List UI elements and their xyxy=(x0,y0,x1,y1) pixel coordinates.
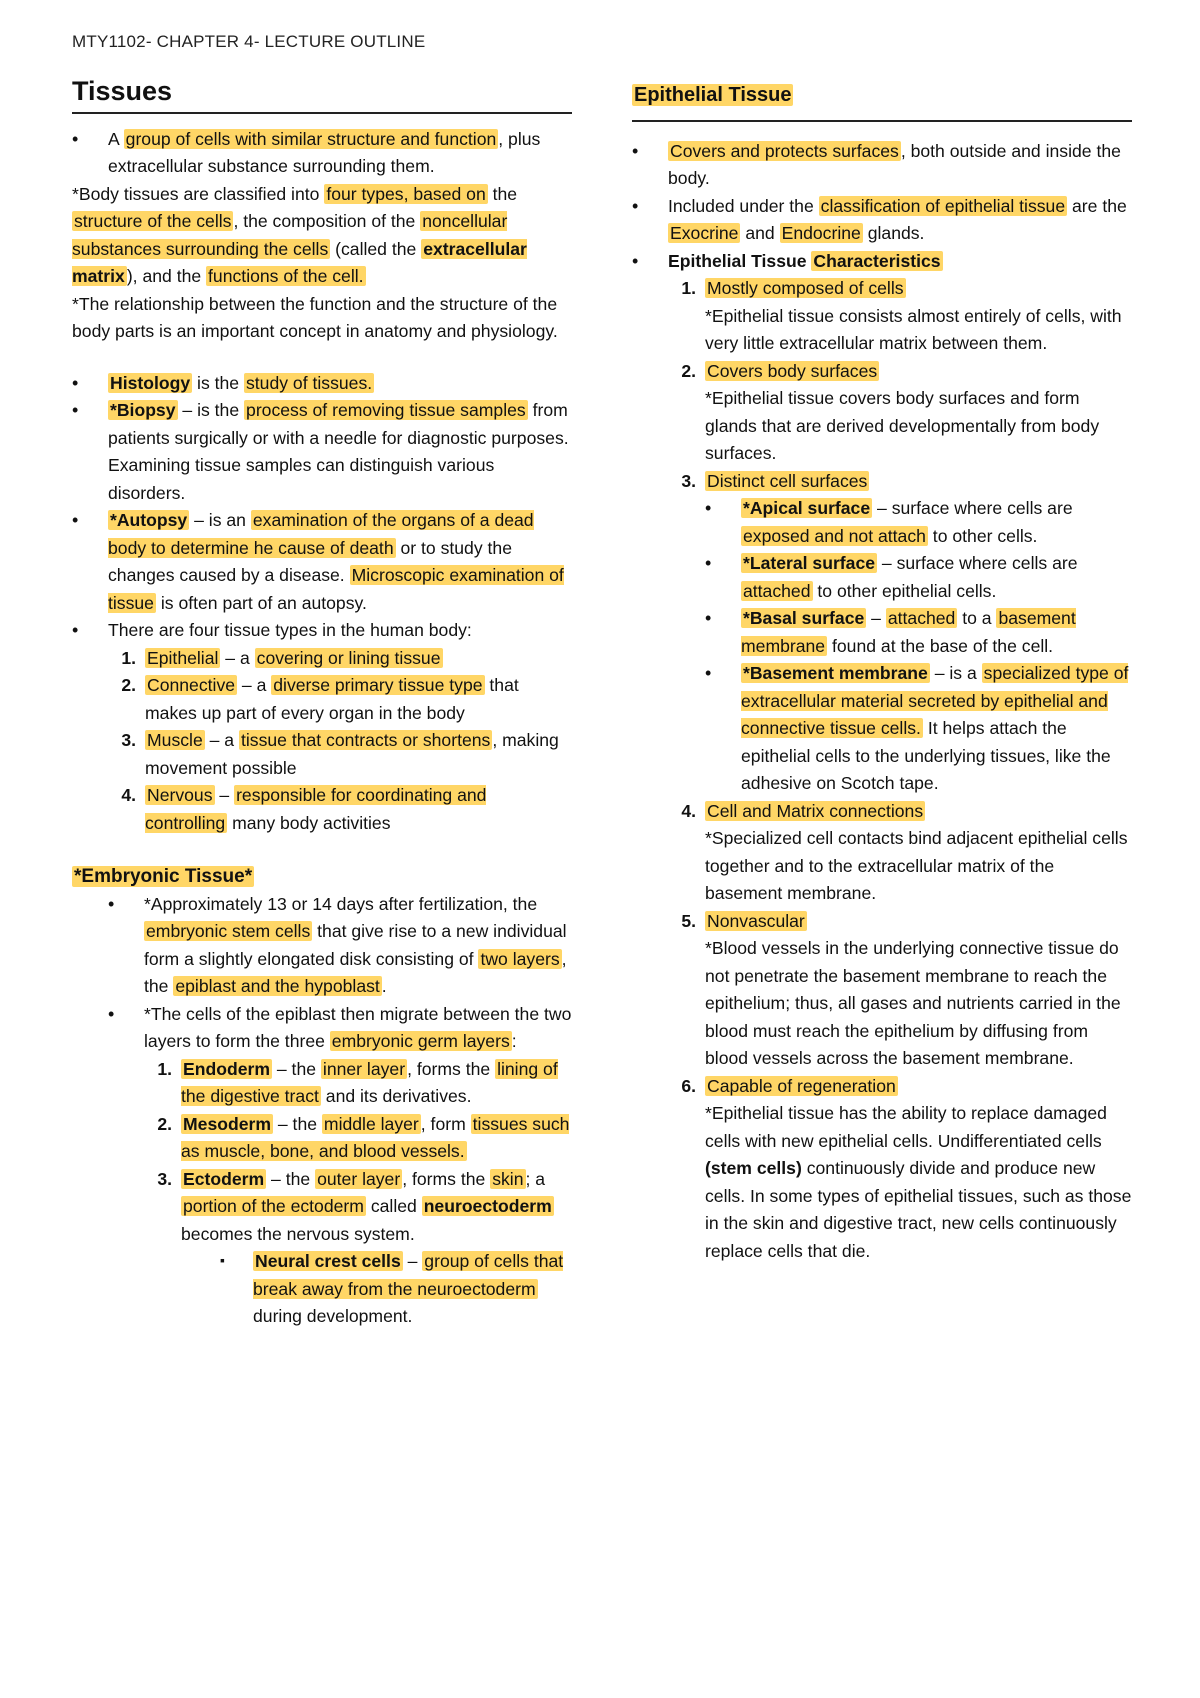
list-item: • *Approximately 13 or 14 days after fertilization, the embryonic stem cells that give rise to a new individual form a slightly elongated disk consisting of two layers , the epiblast and the hypoblast . xyxy=(108,891,572,1001)
paragraph: *Body tissues are classified into four types, based on the structure of the cells , the composition of the noncellular substances surrounding the cells (called the extracellular matrix ), and the functions of the cell. xyxy=(72,183,527,286)
germ-layers-list xyxy=(144,1056,572,1331)
list-item: 4. Cell and Matrix connections *Specialized cell contacts bind adjacent epithelial cells together and to the extracellular matrix of the basement membrane. xyxy=(681,800,1128,903)
epithelial-list xyxy=(632,138,1132,1266)
list-item-biopsy: • *Biopsy – is the process of removing tissue samples from patients surgically or with a needle for diagnostic purposes. Examining tissue samples can distinguish various disorders. xyxy=(72,397,572,507)
list-item-endoderm: 1. Endoderm – the inner layer , forms the lining of the digestive tract and its derivatives. xyxy=(157,1058,558,1106)
terms-list xyxy=(72,370,572,838)
list-item: • *The cells of the epiblast then migrate between the two layers to form the three embryonic germ layers : 1. Endoderm – the inner layer , forms the lining of the digestive tract and its derivatives. 2. Mesoderm – the middle layer , form tissues such as muscle, bone, and blood vessels. 3. Ectoderm – the outer layer , forms the skin ; a portion of the ectoderm called neuroectoderm becomes the nervous system. ▪ Neural crest cells – group of cells that break away from the neuroectoderm during development. xyxy=(108,1001,572,1331)
list-item-mesoderm: 2. Mesoderm – the middle layer , form tissues such as muscle, bone, and blood vessels. xyxy=(157,1113,570,1161)
list-item-autopsy: • *Autopsy – is an examination of the organs of a dead body to determine he cause of death or to study the changes caused by a disease. Microscopic examination of tissue is often part of an autopsy. xyxy=(72,507,572,617)
list-item: 1. Mostly composed of cells *Epithelial tissue consists almost entirely of cells, with very little extracellular matrix between them. xyxy=(681,278,1122,353)
list-item: • A group of cells with similar structure and function , plus extracellular substance surrounding them. xyxy=(72,126,572,181)
list-item-lateral: • *Lateral surface – surface where cells are attached to other epithelial cells. xyxy=(705,550,1132,605)
epithelial-heading: Epithelial Tissue xyxy=(632,78,1132,122)
list-item: 2. Covers body surfaces *Epithelial tissue covers body surfaces and form glands that are derived developmentally from body surfaces. xyxy=(681,360,1100,463)
list-item-basal: • *Basal surface – attached to a basement membrane found at the base of the cell. xyxy=(705,605,1132,660)
embryonic-heading: *Embryonic Tissue* xyxy=(74,866,253,887)
list-item: • Included under the classification of epithelial tissue are the Exocrine and Endocrine glands. xyxy=(632,193,1132,248)
list-item: • Covers and protects surfaces , both outside and inside the body. xyxy=(632,138,1132,193)
tissues-definition-list xyxy=(72,126,572,181)
left-column xyxy=(72,78,572,1331)
tissue-types-list xyxy=(108,645,572,838)
list-item: 5. Nonvascular *Blood vessels in the underlying connective tissue do not penetrate the basement membrane to reach the epithelium; thus, all gases and nutrients carried in the blood must reach the epithelium by diffusing from blood vessels across the basement membrane. xyxy=(681,910,1121,1068)
list-item-four-types: • There are four tissue types in the human body: 1. Epithelial – a covering or lining tissue 2. Connective – a diverse primary tissue type that makes up part of every organ in the body 3. Muscle – a tissue that contracts or shortens , making movement possible 4. Nervous – responsible for coordinating and controlling many body activities xyxy=(72,617,572,837)
list-item: 1. Epithelial – a covering or lining tissue xyxy=(121,647,441,668)
page-header: MTY1102- CHAPTER 4- LECTURE OUTLINE xyxy=(72,32,426,51)
list-item-ectoderm: 3. Ectoderm – the outer layer , forms the skin ; a portion of the ectoderm called neuroectoderm becomes the nervous system. ▪ Neural crest cells – group of cells that break away from the neuroectoderm during development. xyxy=(144,1166,572,1331)
paragraph: *The relationship between the function and the structure of the body parts is an important concept in anatomy and physiology. xyxy=(72,293,558,341)
list-item-histology: • Histology is the study of tissues. xyxy=(72,370,572,398)
list-item: 4. Nervous – responsible for coordinating and controlling many body activities xyxy=(121,785,487,833)
list-item: 2. Connective – a diverse primary tissue type that makes up part of every organ in the body xyxy=(121,675,519,723)
tissues-heading: Tissues xyxy=(72,78,572,114)
list-item: 6. Capable of regeneration *Epithelial tissue has the ability to replace damaged cells with new epithelial cells. Undifferentiated cells (stem cells) continuously divide and produce new cells. In some types of epithelial tissues, such as those in the skin and digestive tract, new cells continuously replace cells that die. xyxy=(681,1075,1132,1261)
list-item: 3. Distinct cell surfaces • *Apical surface – surface where cells are exposed and not attach to other cells. • *Lateral surface – surface where cells are attached to other epithelial cells. • *Basal surface – attached to a basement membrane found at the base of the cell. • *Basement membrane – is a specialized type of extracellular material secreted by epithelial and connective tissue cells. It helps attach the epithelial cells to the underlying tissues, like the adhesive on Scotch tape. xyxy=(668,468,1132,798)
list-item: 3. Muscle – a tissue that contracts or shortens , making movement possible xyxy=(121,730,559,778)
cell-surfaces-list xyxy=(705,495,1132,798)
right-column xyxy=(632,78,1132,1265)
embryonic-list xyxy=(108,891,572,1331)
list-item-apical: • *Apical surface – surface where cells are exposed and not attach to other cells. xyxy=(705,495,1132,550)
list-item-characteristics: • Epithelial Tissue Characteristics 1. Mostly composed of cells *Epithelial tissue consists almost entirely of cells, with very little extracellular matrix between them. 2. Covers body surfaces *Epithelial tissue covers body surfaces and form glands that are derived developmentally from body surfaces. 3. Distinct cell surfaces • *Apical surface – surface where cells are exposed and not attach to other cells. • *Lateral surface – surface where cells are attached to other epithelial cells. • *Basal surface – attached to a basement membrane found at the base of the cell. • *Basement membrane – is a specialized type of extracellular material secreted by epithelial and connective tissue cells. It helps attach the epithelial cells to the underlying tissues, like the adhesive on Scotch tape. 4. Cell and Matrix connections *Specialized cell contacts bind adjacent epithelial cells together and to the extracellular matrix of the basement membrane. 5. Nonvascular *Blood vessels in the underlying connective tissue do not penetrate the basement membrane to reach the epithelium; thus, all gases and nutrients carried in the blood must reach the epithelium by diffusing from blood vessels across the basement membrane. 6. Capable of regeneration *Epithelial tissue has the ability to replace damaged cells with new epithelial cells. Undifferentiated cells (stem cells) continuously divide and produce new cells. In some types of epithelial tissues, such as those in the skin and digestive tract, new cells continuously replace cells that die. xyxy=(632,248,1132,1266)
characteristics-list xyxy=(668,275,1132,1265)
highlight: group of cells with similar structure and function xyxy=(125,128,497,149)
list-item-neural-crest: ▪ Neural crest cells – group of cells that break away from the neuroectoderm during development. xyxy=(217,1248,572,1331)
ectoderm-sublist xyxy=(217,1248,572,1331)
list-item-basement: • *Basement membrane – is a specialized type of extracellular material secreted by epithelial and connective tissue cells. It helps attach the epithelial cells to the underlying tissues, like the adhesive on Scotch tape. xyxy=(705,660,1132,798)
